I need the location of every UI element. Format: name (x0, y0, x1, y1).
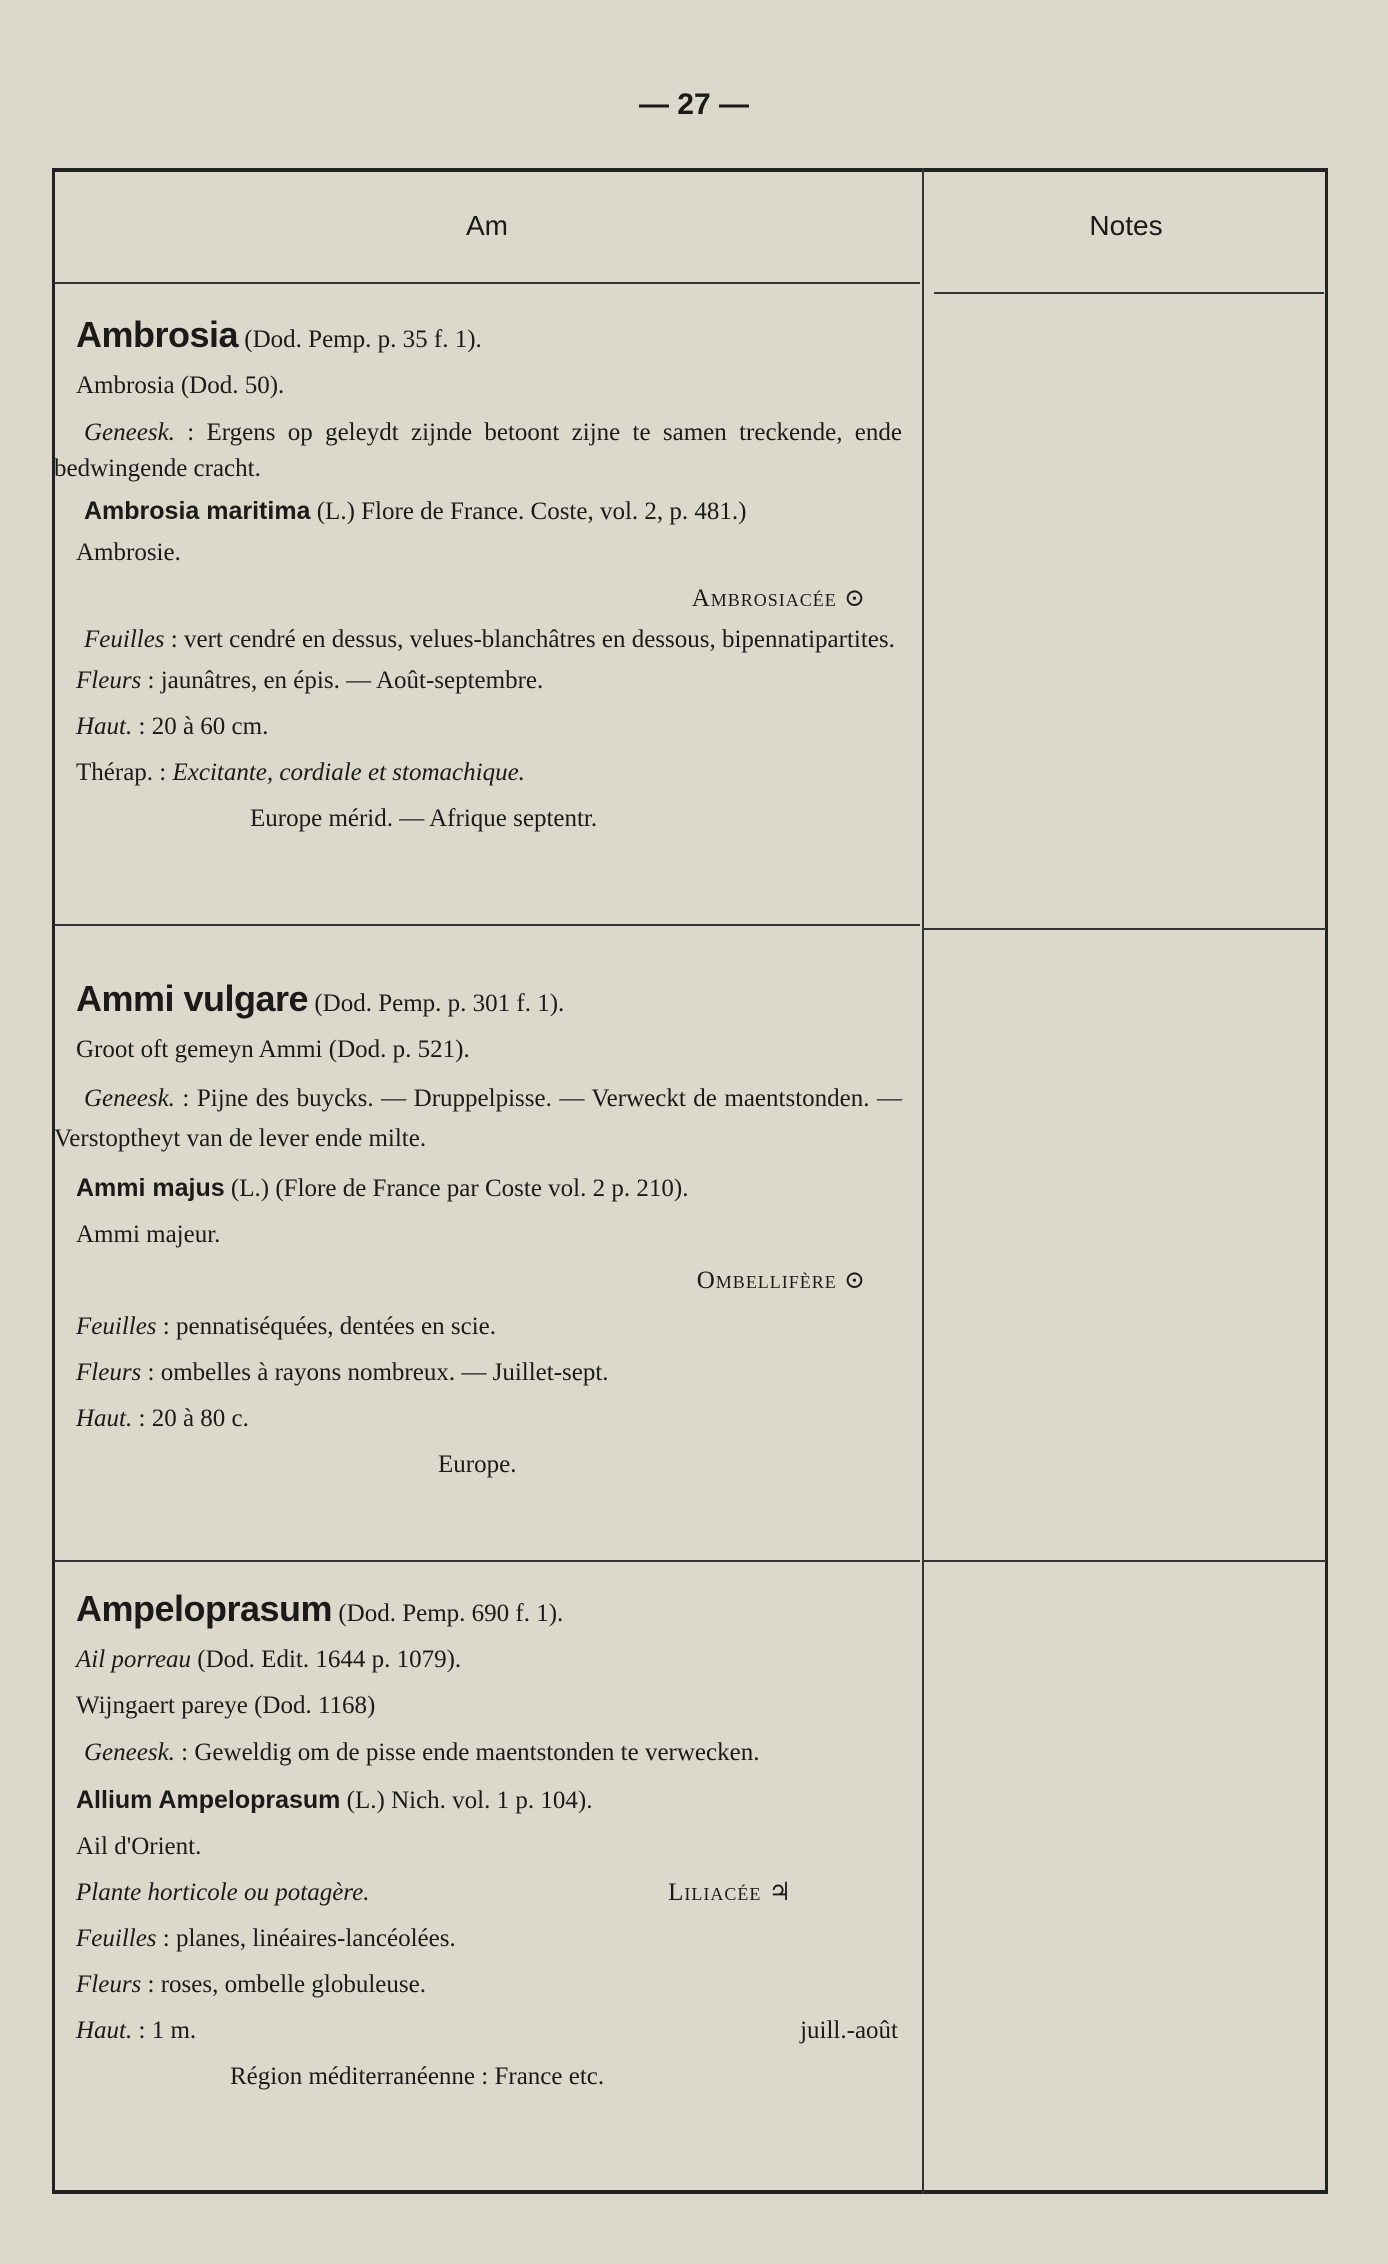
region: Région méditerranéenne : France etc. (230, 2063, 605, 2090)
therap-text: Excitante, cordiale et stomachique. (172, 759, 525, 786)
column-header-notes: Notes (1089, 210, 1163, 241)
french-name: Ammi majeur. (76, 1221, 221, 1248)
fleurs-text: : ombelles à rayons nombreux. — Juillet-sept. (141, 1359, 609, 1386)
feuilles-line (76, 1304, 902, 1350)
fleurs-line (76, 658, 902, 704)
binomial-reference: (L.) (Flore de France par Coste vol. 2 p. 210). (224, 1175, 689, 1202)
feuilles-text: : vert cendré en dessus, velues-blanchâtres en dessous, bipennatipartites. (164, 626, 895, 653)
french-reference: (Dod. Edit. 1644 p. 1079). (191, 1646, 462, 1673)
haut-label: Haut. (76, 713, 133, 740)
entry-heading (76, 312, 902, 363)
haut-line (76, 1396, 902, 1442)
dodoens-name: Ambrosia (Dod. 50). (76, 372, 285, 399)
fleurs-line (76, 1962, 902, 2008)
geneesk-text: : Ergens op geleydt zijnde betoont zijne te samen treckende, ende bedwingende cracht. (54, 419, 902, 482)
feuilles-text: : pennatiséquées, dentées en scie. (156, 1313, 496, 1340)
geneesk-paragraph (54, 1079, 902, 1159)
french-name: Ambrosie. (76, 539, 181, 566)
haut-line (76, 2008, 902, 2054)
therap-label: Thérap. : (76, 759, 173, 786)
haut-label: Haut. (76, 1405, 133, 1432)
linnaean-name (76, 1165, 902, 1212)
fleurs-line (76, 1350, 902, 1396)
dodoens-name: Wijngaert pareye (Dod. 1168) (76, 1692, 376, 1719)
feuilles-label: Feuilles (84, 626, 165, 653)
headword: Ampeloprasum (76, 1588, 333, 1629)
plant-family: Ombellifère ⊙ (696, 1267, 866, 1294)
fleurs-text: : jaunâtres, en épis. — Août-septembre. (141, 667, 544, 694)
fleurs-label: Fleurs (76, 1359, 142, 1386)
haut-text: : 20 à 60 cm. (132, 713, 269, 740)
header-rule-right (934, 292, 1324, 294)
french-common-name: Ail porreau (76, 1646, 192, 1673)
flowering-season: juill.-août (800, 2017, 898, 2044)
fleurs-text: : roses, ombelle globuleuse. (141, 1971, 426, 1998)
geneesk-text: : Pijne des buycks. — Druppelpisse. — Verweckt de maentstonden. — Verstoptheyt van de lever ende milte. (54, 1085, 902, 1152)
entry-heading (76, 1586, 902, 1637)
geneesk-paragraph (54, 415, 902, 487)
plante-type: Plante horticole ou potagère. (76, 1879, 370, 1906)
feuilles-label: Feuilles (76, 1925, 157, 1952)
column-header-am: Am (466, 210, 508, 241)
linnaean-name (54, 493, 902, 530)
headword: Ambrosia (76, 314, 239, 355)
binomial: Allium Ampeloprasum (76, 1786, 341, 1814)
fleurs-label: Fleurs (76, 667, 142, 694)
entry-divider-2-notes (922, 1560, 1326, 1562)
haut-label: Haut. (76, 2017, 133, 2044)
haut-text: : 20 à 80 c. (132, 1405, 249, 1432)
plante-family-line (76, 1870, 902, 1916)
geneesk-label: Geneesk. (84, 419, 175, 446)
region: Europe. (438, 1451, 517, 1478)
geneesk-label: Geneesk. (84, 1085, 175, 1112)
therap-line (76, 750, 902, 796)
entry-divider-1-notes (922, 928, 1326, 930)
feuilles-text: : planes, linéaires-lancéolées. (156, 1925, 456, 1952)
feuilles-label: Feuilles (76, 1313, 157, 1340)
geneesk-paragraph (54, 1733, 902, 1773)
linnaean-name (76, 1777, 902, 1824)
feuilles-paragraph (54, 622, 902, 658)
binomial: Ammi majus (76, 1174, 225, 1202)
page-number: — 27 — (638, 88, 750, 121)
headword: Ammi vulgare (76, 978, 309, 1019)
french-name: Ail d'Orient. (76, 1833, 202, 1860)
headword-reference: (Dod. Pemp. p. 301 f. 1). (308, 990, 565, 1017)
haut-line (76, 704, 902, 750)
column-divider (922, 168, 924, 2194)
header-rule-left (54, 282, 920, 284)
feuilles-line (76, 1916, 902, 1962)
plant-family: Liliacée ♃ (668, 1879, 792, 1906)
entry-ammi-vulgare (54, 976, 902, 1488)
headword-reference: (Dod. Pemp. 690 f. 1). (332, 1600, 564, 1627)
entry-ampeloprasum (76, 1586, 902, 2100)
dodoens-name: Groot oft gemeyn Ammi (Dod. p. 521). (76, 1036, 470, 1063)
haut-text: : 1 m. (132, 2017, 197, 2044)
entry-divider-2 (54, 1560, 920, 1562)
geneesk-label: Geneesk. (84, 1739, 175, 1766)
headword-reference: (Dod. Pemp. p. 35 f. 1). (238, 326, 482, 353)
binomial-reference: (L.) Nich. vol. 1 p. 104). (340, 1787, 593, 1814)
binomial-reference: (L.) Flore de France. Coste, vol. 2, p. 481.) (310, 498, 747, 525)
fleurs-label: Fleurs (76, 1971, 142, 1998)
binomial: Ambrosia maritima (84, 497, 311, 525)
geneesk-text: : Geweldig om de pisse ende maentstonden te verwecken. (174, 1739, 760, 1766)
entry-heading (76, 976, 902, 1027)
entry-ambrosia (54, 312, 902, 842)
region: Europe mérid. — Afrique septentr. (250, 805, 598, 832)
plant-family: Ambrosiacée ⊙ (691, 585, 866, 612)
entry-divider-1 (54, 924, 920, 926)
french-dodoens-name (76, 1637, 902, 1683)
